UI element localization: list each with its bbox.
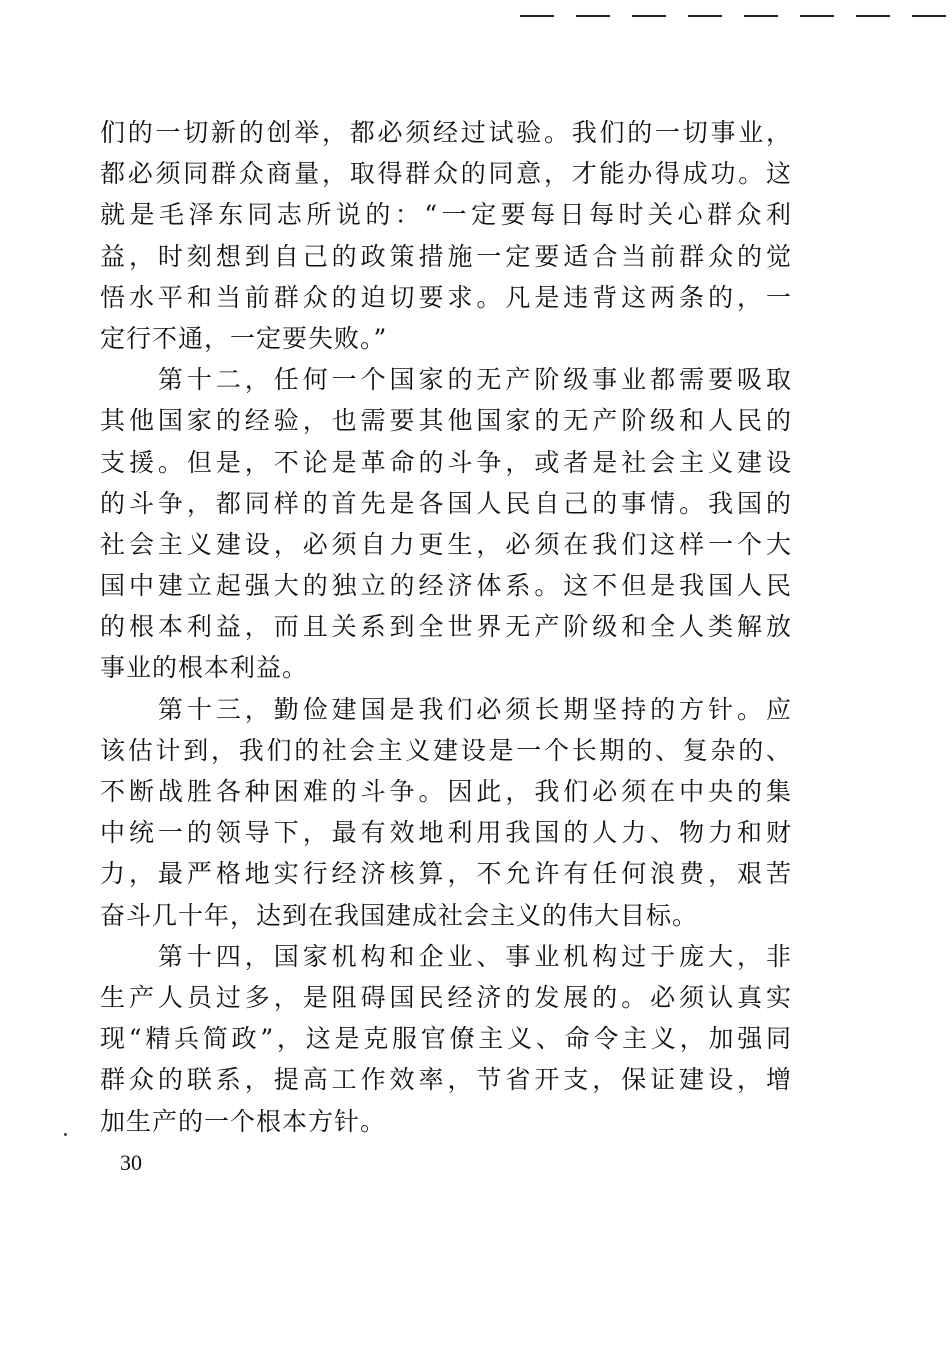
text-line: 国中建立起强大的独立的经济体系。这不但是我国人民 <box>100 571 792 601</box>
text-line: 悟水平和当前群众的迫切要求。凡是违背这两条的，一 <box>100 282 792 312</box>
text-line: 该估计到，我们的社会主义建设是一个长期的、复杂的、 <box>100 735 792 765</box>
text-line: 第十三，勤俭建国是我们必须长期坚持的方针。应 <box>100 694 792 724</box>
text-line: 益，时刻想到自己的政策措施一定要适合当前群众的觉 <box>100 241 792 271</box>
text-line: 奋斗几十年，达到在我国建成社会主义的伟大目标。 <box>100 900 699 930</box>
text-line: 的斗争，都同样的首先是各国人民自己的事情。我国的 <box>100 488 792 518</box>
text-line: 加生产的一个根本方针。 <box>100 1106 387 1136</box>
header-dash <box>520 15 554 17</box>
text-line: 不断战胜各种困难的斗争。因此，我们必须在中央的集 <box>100 777 792 806</box>
header-dash <box>912 15 946 17</box>
text-line: 中统一的领导下，最有效地利用我国的人力、物力和财 <box>100 818 792 848</box>
header-dash <box>688 15 722 17</box>
header-dash <box>632 15 666 17</box>
header-dash <box>576 15 610 17</box>
header-dash <box>800 15 834 17</box>
text-line: 社会主义建设，必须自力更生，必须在我们这样一个大 <box>100 529 792 559</box>
page-body <box>100 112 792 1142</box>
text-line: 们的一切新的创举，都必须经过试验。我们的一切事业， <box>100 118 792 147</box>
text-line: 就是毛泽东同志所说的：“一定要每日每时关心群众利 <box>100 200 792 230</box>
text-line: 现“精兵简政”，这是克服官僚主义、命令主义，加强同 <box>100 1024 792 1054</box>
header-dash <box>856 15 890 17</box>
text-line: 定行不通，一定要失败。” <box>100 323 388 353</box>
text-line: 第十四，国家机构和企业、事业机构过于庞大，非 <box>100 941 792 971</box>
text-line: 都必须同群众商量，取得群众的同意，才能办得成功。这 <box>100 159 792 189</box>
text-line: 力，最严格地实行经济核算，不允许有任何浪费，艰苦 <box>100 859 792 889</box>
text-line: 事业的根本利益。 <box>100 653 309 683</box>
header-dash <box>744 15 778 17</box>
text-line: 支援。但是，不论是革命的斗争，或者是社会主义建设 <box>100 447 792 477</box>
paragraph-point-twelve <box>100 359 792 689</box>
paragraph-point-fourteen <box>100 936 792 1142</box>
text-line: 群众的联系，提高工作效率，节省开支，保证建设，增 <box>100 1065 792 1095</box>
header-rule <box>520 12 952 20</box>
paragraph-point-thirteen <box>100 689 792 936</box>
text-line: 第十二，任何一个国家的无产阶级事业都需要吸取 <box>100 365 792 395</box>
page-number: 30 <box>120 1150 142 1175</box>
text-line: 其他国家的经验，也需要其他国家的无产阶级和人民的 <box>100 406 792 436</box>
paragraph-continuation <box>100 112 792 359</box>
text-line: 的根本利益，而且关系到全世界无产阶级和全人类解放 <box>100 612 792 642</box>
text-line: 生产人员过多，是阻碍国民经济的发展的。必须认真实 <box>100 982 792 1012</box>
scan-speck <box>64 1133 67 1136</box>
